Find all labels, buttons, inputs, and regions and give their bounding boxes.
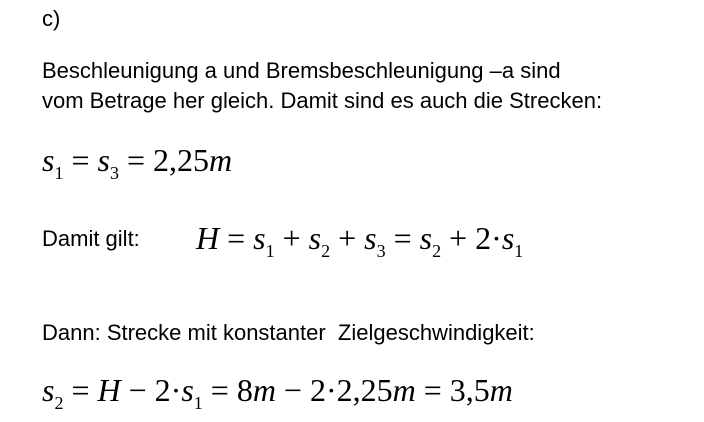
section-label: c)	[42, 6, 61, 31]
eq1-unit: m	[209, 142, 233, 178]
eq3-equals-1: =	[71, 372, 90, 408]
eq2-two: 2	[475, 220, 492, 256]
eq1-equals-2: =	[126, 142, 145, 178]
eq2-s3-var: s	[364, 220, 377, 256]
eq3-dot-2: ·	[325, 372, 337, 408]
equation-s2-result	[42, 370, 513, 413]
eq3-result: 3,5	[449, 372, 490, 408]
eq3-s1-var: s	[181, 372, 194, 408]
eq2-plus-2: +	[338, 220, 357, 256]
eq2-s1-var: s	[253, 220, 266, 256]
eq3-equals-3: =	[423, 372, 442, 408]
paragraph-line-2: vom Betrage her gleich. Damit sind es auch die Strecken:	[42, 88, 603, 113]
eq2-equals-2: =	[393, 220, 412, 256]
eq2-s3-sub: 3	[376, 241, 386, 261]
eq2-s2b-var: s	[419, 220, 433, 256]
eq3-minus-1: −	[128, 372, 147, 408]
eq1-s1-var: s	[42, 142, 55, 178]
eq1-s3-sub: 3	[109, 163, 119, 183]
eq2-plus-1: +	[282, 220, 301, 256]
eq2-s2b-sub: 2	[432, 241, 442, 261]
eq3-eight: 8	[236, 372, 253, 408]
eq1-s3-var: s	[97, 142, 110, 178]
equation-h-sum	[196, 218, 524, 261]
eq3-equals-2: =	[210, 372, 229, 408]
eq2-h: H	[196, 220, 220, 256]
eq3-s2-var: s	[42, 372, 55, 408]
eq2-equals-1: =	[227, 220, 246, 256]
eq3-s2-sub: 2	[54, 393, 64, 413]
equation-s1-s3	[42, 140, 233, 183]
eq3-m-1: m	[252, 372, 276, 408]
eq3-two-1: 2	[154, 372, 171, 408]
eq3-s1-sub: 1	[193, 393, 203, 413]
eq3-dot-1: ·	[170, 372, 182, 408]
eq1-equals-1: =	[71, 142, 90, 178]
eq2-s2-var: s	[308, 220, 322, 256]
eq1-value: 2,25	[153, 142, 209, 178]
eq3-m-3: m	[489, 372, 513, 408]
eq3-h: H	[97, 372, 121, 408]
eq3-value: 2,25	[336, 372, 393, 408]
damit-gilt-label: Damit gilt:	[42, 226, 140, 251]
eq2-dot: ·	[491, 220, 502, 256]
eq2-s2-sub: 2	[321, 241, 331, 261]
eq3-m-2: m	[392, 372, 416, 408]
eq2-s1b-sub: 1	[514, 241, 524, 261]
dann-label: Dann: Strecke mit konstanter Zielgeschwindigkeit:	[42, 320, 535, 345]
eq2-s1b-var: s	[501, 220, 515, 256]
paragraph-line-1: Beschleunigung a und Bremsbeschleunigung –a sind	[42, 58, 561, 83]
eq2-s1-sub: 1	[265, 241, 275, 261]
eq3-two-2: 2	[309, 372, 326, 408]
eq3-minus-2: −	[283, 372, 302, 408]
eq2-plus-3: +	[449, 220, 468, 256]
eq1-s1-sub: 1	[54, 163, 64, 183]
